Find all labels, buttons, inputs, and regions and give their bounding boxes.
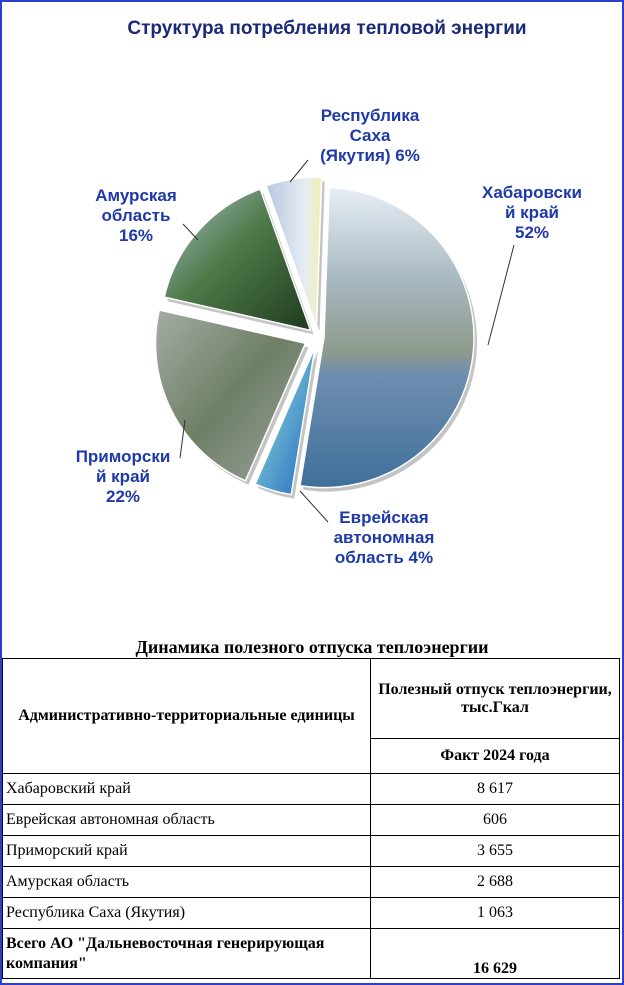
- slice-khabarovsk: [300, 188, 474, 488]
- row-region-name: Республика Саха (Якутия): [3, 898, 371, 929]
- row-value: 8 617: [371, 774, 620, 805]
- row-region-name: Еврейская автономная область: [3, 805, 371, 836]
- table-title: Динамика полезного отпуска теплоэнергии: [135, 637, 489, 657]
- header-col1: Административно-территориальные единицы: [3, 659, 371, 774]
- row-region-name: Хабаровский край: [3, 774, 371, 805]
- header-col2: Полезный отпуск теплоэнергии, тыс.Гкал: [371, 659, 620, 739]
- slice-amur-label: Амурская область 16%: [95, 186, 177, 245]
- total-value: 16 629: [371, 929, 620, 979]
- chart-title: Структура потребления тепловой энергии: [127, 18, 527, 39]
- table-row: [3, 805, 620, 836]
- row-value: 3 655: [371, 836, 620, 867]
- slice-khabarovsk-label: Хабаровски й край 52%: [482, 183, 582, 242]
- table-row: [3, 836, 620, 867]
- row-value: 606: [371, 805, 620, 836]
- table-row: [3, 867, 620, 898]
- table-row: [3, 774, 620, 805]
- table-row: [3, 898, 620, 929]
- row-region-name: Приморский край: [3, 836, 371, 867]
- slice-sakha-label: Республика Саха (Якутия) 6%: [320, 106, 420, 165]
- data-table: [2, 658, 620, 979]
- slice-jewish-label: Еврейская автономная область 4%: [333, 508, 435, 567]
- slice-khabarovsk-leader: [488, 245, 514, 345]
- slice-amur-leader: [183, 224, 198, 240]
- table-total-row: [3, 929, 620, 979]
- row-region-name: Амурская область: [3, 867, 371, 898]
- header-subcol: Факт 2024 года: [371, 739, 620, 774]
- slice-primorsky-label: Приморски й край 22%: [75, 447, 171, 506]
- row-value: 1 063: [371, 898, 620, 929]
- row-value: 2 688: [371, 867, 620, 898]
- total-label: Всего АО "Дальневосточная генерирующая компания": [3, 929, 371, 979]
- slice-jewish-leader: [300, 491, 328, 522]
